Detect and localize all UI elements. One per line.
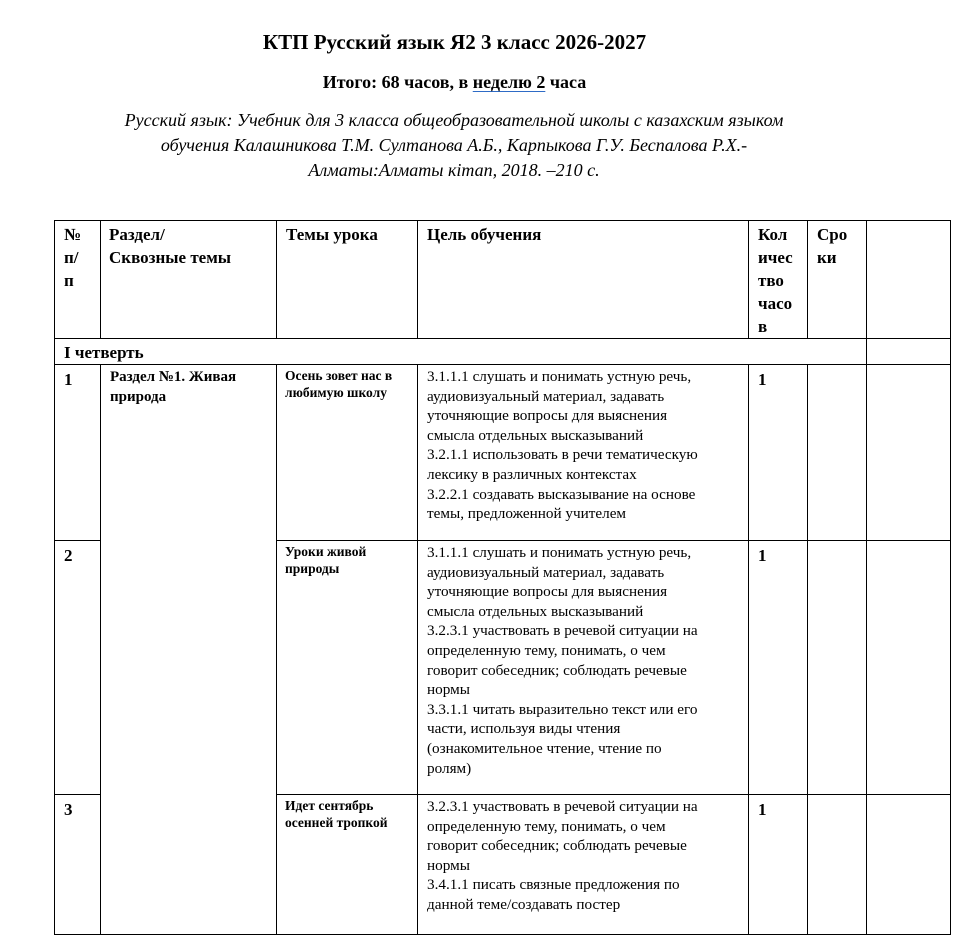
header-hours-line: ичес [758,248,793,267]
goal-line: смысла отдельных высказываний [427,602,644,620]
header-number-line: п/ [64,248,79,267]
goal-line: 3.1.1.1 слушать и понимать устную речь, [427,544,692,561]
header-dates-line: ки [817,248,837,267]
textbook-line: Алматы:Алматы кітап, 2018. –210 с. [308,160,600,180]
row-topic: Осень зовет нас в любимую школу [277,365,418,541]
header-dates [808,221,867,339]
header-hours-line: часо [758,294,793,313]
goal-line: 3.1.1.1 слушать и понимать устную речь, [427,368,692,385]
goal-line: 3.2.3.1 участвовать в речевой ситуации на [427,622,698,640]
goal-line: 3.3.1.1 читать выразительно текст или его [427,700,698,718]
header-goal: Цель обучения [418,221,749,339]
row-empty-cell [867,541,951,795]
goal-line: 3.2.3.1 участвовать в речевой ситуации на [427,798,698,815]
row-dates [808,541,867,795]
row-dates [808,795,867,935]
row-goal [418,795,749,935]
goal-line: уточняющие вопросы для выяснения [427,583,668,601]
goal-line: лексику в различных контекстах [427,465,637,483]
row-hours: 1 [749,795,808,935]
goal-line: говорит собеседник; соблюдать речевые [427,661,687,679]
goal-line: определенную тему, понимать, о чем [427,817,666,835]
goal-line: нормы [427,681,470,699]
row-number: 1 [55,365,101,541]
goal-line: части, используя виды чтения [427,720,621,738]
header-section-line: Раздел/ [109,225,165,244]
header-section-line: Сквозные темы [109,248,232,267]
row-hours: 1 [749,365,808,541]
row-topic: Уроки живой природы [277,541,418,795]
goal-line: аудиовизуальный материал, задавать [427,563,665,581]
header-hours-line: Кол [758,225,788,244]
goal-line: 3.2.1.1 использовать в речи тематическую [427,446,698,464]
textbook-line: обучения Калашникова Т.М. Султанова А.Б., Карпыкова Г.У. Беспалова Р.Х.- [160,135,748,155]
goal-line: определенную тему, понимать, о чем [427,641,666,659]
goal-line: нормы [427,856,470,874]
quarter-row [55,339,951,365]
plan-table [54,220,951,935]
textbook-reference [78,108,830,183]
row-dates [808,365,867,541]
row-topic: Идет сентябрь осенней тропкой [277,795,418,935]
goal-line: (ознакомительное чтение, чтение по [427,739,662,757]
header-number-line: № [64,225,82,244]
textbook-line: Русский язык: Учебник для 3 класса общеобразовательной школы с казахским языком [124,110,784,130]
header-empty-cell [867,221,951,339]
row-goal [418,541,749,795]
header-hours-line: в [758,317,768,336]
row-empty-cell [867,795,951,935]
row-number: 2 [55,541,101,795]
document-title: КТП Русский язык Я2 3 класс 2026-2027 [262,30,647,54]
header-row [55,221,951,339]
total-suffix: часа [545,72,587,92]
total-prefix: Итого: 68 часов, в [322,72,473,92]
header-number-line: п [64,271,74,290]
row-hours: 1 [749,541,808,795]
total-underlined: неделю 2 [472,72,546,92]
goal-line: аудиовизуальный материал, задавать [427,387,665,405]
total-hours [0,71,909,93]
goal-line: данной теме/создавать постер [427,895,621,913]
goal-line: темы, предложенной учителем [427,505,627,523]
goal-line: 3.2.2.1 создавать высказывание на основе [427,485,696,503]
header-hours [749,221,808,339]
goal-line: ролям) [427,759,472,777]
goal-line: смысла отдельных высказываний [427,426,644,444]
goal-line: уточняющие вопросы для выяснения [427,407,668,425]
section-title: Раздел №1. Живая природа [101,365,277,935]
goal-line: 3.4.1.1 писать связные предложения по [427,876,680,894]
header-dates-line: Сро [817,225,848,244]
header-number [55,221,101,339]
quarter-label: I четверть [55,339,867,365]
row-goal [418,365,749,541]
quarter-empty-cell [867,339,951,365]
goal-line: говорит собеседник; соблюдать речевые [427,837,687,855]
table-row [55,365,951,541]
header-topics: Темы урока [277,221,418,339]
row-number: 3 [55,795,101,935]
row-empty-cell [867,365,951,541]
header-hours-line: тво [758,271,784,290]
header-section [101,221,277,339]
